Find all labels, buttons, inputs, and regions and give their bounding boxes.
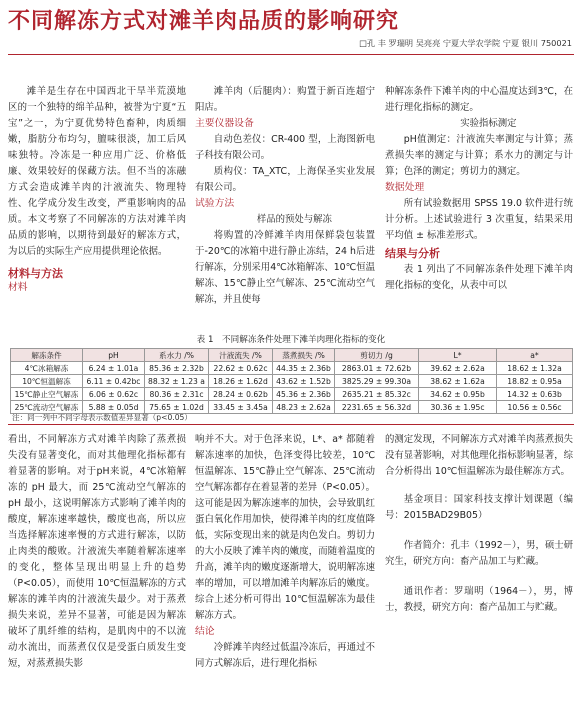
table-cell: 2863.01 ± 72.62b	[335, 362, 419, 375]
table-cell: 6.11 ± 0.42bc	[83, 375, 145, 388]
table-header-cell: 系水力 /%	[145, 349, 209, 362]
table-cell: 2635.21 ± 85.32c	[335, 388, 419, 401]
table-cell: 38.62 ± 1.62a	[419, 375, 497, 388]
intro-paragraph: 滩羊是生存在中国西北干旱半荒漠地区的一个独特的绵羊品种，被誉为宁夏“五宝”之一，为宁夏优势特色畜种，肉质细嫩，脂肪分布均匀，膻味很淡，加工后风味独特。冷冻是一种应用广泛、价格低廉、效果较好的保藏方法。但不当的冻融方式会造成滩羊肉的汁液流失、物理特性、化学成分发生改变，严重影响肉的品质。本文考察了不同解冻的方法对滩羊肉品质的影响，以期待到最好的解冻方式，为以后的实际生产应用提供理论依据。	[8, 86, 186, 257]
lower-column-3	[385, 432, 573, 616]
equipment-texture: 质构仪：TA_XTC，上海保圣实业发展有限公司。	[195, 166, 375, 193]
table-cell: 48.23 ± 2.62a	[273, 401, 335, 414]
results-paragraph: 表 1 列出了不同解冻条件处理下滩羊肉理化指标的变化，从表中可以	[385, 264, 573, 291]
table-note: 注：同一列中不同字母表示数值差异显著（p<0.05）	[12, 413, 192, 422]
table-header-cell: 剪切力 /g	[335, 349, 419, 362]
table-cell: 28.24 ± 0.62b	[209, 388, 273, 401]
subsection-method: 试验方法	[195, 198, 235, 209]
subsection-materials: 材料	[8, 282, 28, 293]
table-cell: 10.56 ± 0.56c	[497, 401, 573, 414]
index-heading: 实验指标测定	[460, 118, 517, 129]
section-results-heading: 结果与分析	[385, 247, 440, 260]
author-bio: 作者简介：孔丰（1992－），男，硕士研究生，研究方向：畜产品加工与贮藏。	[385, 540, 573, 567]
table-cell: 80.36 ± 2.31c	[145, 388, 209, 401]
table-header-cell: 蒸煮损失 /%	[273, 349, 335, 362]
lower-column-2	[195, 432, 375, 672]
table-cell: 88.32 ± 1.23 a	[145, 375, 209, 388]
table-caption: 表 1 不同解冻条件处理下滩羊肉理化指标的变化	[196, 335, 386, 345]
subsection-data: 数据处理	[385, 182, 425, 193]
conclusion-continued: 的测定发现，不同解冻方式对滩羊肉蒸煮损失没有显著影响，对其他理化指标影响显著，综合分析得出 10℃恒温解冻为最佳解冻方式。	[385, 434, 573, 477]
table-cell: 18.82 ± 0.95a	[497, 375, 573, 388]
table-cell: 85.36 ± 2.32b	[145, 362, 209, 375]
column-2	[195, 84, 375, 308]
subsection-equipment: 主要仪器设备	[195, 118, 254, 129]
table-cell: 34.62 ± 0.95b	[419, 388, 497, 401]
table-cell: 15℃静止空气解冻	[11, 388, 83, 401]
table-cell: 33.45 ± 3.45a	[209, 401, 273, 414]
table-cell: 6.24 ± 1.01a	[83, 362, 145, 375]
table-cell: 18.26 ± 1.62d	[209, 375, 273, 388]
table-header-cell: pH	[83, 349, 145, 362]
method-continued: 种解冻条件下滩羊肉的中心温度达到3℃，在进行理化指标的测定。	[385, 86, 573, 113]
prep-heading: 样品的预处与解冻	[256, 214, 332, 225]
table-row	[11, 388, 573, 401]
table-cell: 25℃流动空气解冻	[11, 401, 83, 414]
table-cell: 43.62 ± 1.52b	[273, 375, 335, 388]
equipment-colorimeter: 自动色差仪：CR-400 型，上海图新电子科技有限公司。	[195, 134, 375, 161]
table-cell: 6.06 ± 0.62c	[83, 388, 145, 401]
table-cell: 10℃恒温解冻	[11, 375, 83, 388]
index-paragraph: pH值测定：汁液流失率测定与计算；蒸煮损失率的测定与计算；系水力的测定与计算；色泽的测定；剪切力的测定。	[385, 134, 573, 177]
table-cell: 14.32 ± 0.63b	[497, 388, 573, 401]
funding-note: 基金项目：国家科技支撑计划课题（编号：2015BAD29B05）	[385, 494, 573, 521]
prep-paragraph: 将购置的冷鲜滩羊肉用保鲜袋包装置于-20℃的冰箱中进行静止冻结，24 h后进行解冻，分别采用4℃冰箱解冻、10℃恒温解冻、15℃静止空气解冻、25℃流动空气解冻，并且使每	[195, 230, 375, 305]
table-cell: 44.35 ± 2.36b	[273, 362, 335, 375]
title-rule	[8, 54, 574, 55]
table-rule	[8, 424, 574, 425]
table-cell: 5.88 ± 0.05d	[83, 401, 145, 414]
table-row	[11, 362, 573, 375]
data-paragraph: 所有试验数据用 SPSS 19.0 软件进行统计分析。上述试验进行 3 次重复，结果采用平均值 ± 标准差形式。	[385, 198, 573, 241]
table-cell: 39.62 ± 2.62a	[419, 362, 497, 375]
table-cell: 4℃冰箱解冻	[11, 362, 83, 375]
section-methods-heading: 材料与方法	[8, 267, 63, 280]
discussion-paragraph: 看出，不同解冻方式对滩羊肉除了蒸煮损失没有显著变化，而对其他理化指标都有着显著的影响。对于pH来说，4℃冰箱解冻的 pH 最大，而 25℃流动空气解冻的 pH 最小，这说明解冻方式影响了滩羊肉的酸度，解冻速率越快，酸度也高，所以应当选择解冻速率慢的方式进行解冻，以防止肉类的酸败。汁液流失率随着解冻速率的变化，整体呈现出明显上升的趋势（P<0.05），而使用 10℃恒温解冻的方式解冻的滩羊肉的汁液流失最少。对于蒸煮损失来说，差异不显著，可能是因为解冻破坏了肌纤维的结构，是肌肉中的不以流动水流出，而蒸煮仅仅是受蛋白质发生变短，对蒸煮损失影	[8, 434, 186, 669]
materials-paragraph: 滩羊肉（后腿肉）：购置于新百连超宁阳店。	[195, 86, 375, 113]
table-cell: 2231.65 ± 56.32d	[335, 401, 419, 414]
section-conclusion-heading: 结论	[195, 626, 215, 637]
discussion-continued: 响并不大。对于色泽来说，L*、a* 都随着解冻速率的加快，色泽变得比较差，10℃恒温解冻、15℃静止空气解冻、25℃流动空气解冻都存在着显著的差异（P<0.05）。这可能是因为解冻速率的加快，会导致肌红蛋白氧化作用加快，使得滩羊肉的红度值降低，实际变现出来的就是肉色发白。剪切力的大小反映了滩羊肉的嫩度，而随着温度的升高，滩羊肉的嫩度逐渐增大，说明解冻速率的增加，可以增加滩羊肉解冻后的嫩度。综合上述分析可得出 10℃恒温解冻为最佳解冻方式。	[195, 434, 375, 621]
table-cell: 30.36 ± 1.95c	[419, 401, 497, 414]
author-line: □孔 丰 罗瑞明 吴亮亮 宁夏大学农学院 宁夏 银川 750021	[359, 38, 572, 48]
table-cell: 3825.29 ± 99.30a	[335, 375, 419, 388]
table-cell: 18.62 ± 1.32a	[497, 362, 573, 375]
conclusion-paragraph: 冷鲜滩羊肉经过低温冷冻后，再通过不同方式解冻后，进行理化指标	[195, 642, 375, 669]
table-cell: 75.65 ± 1.02d	[145, 401, 209, 414]
column-3	[385, 84, 573, 294]
table-header-cell: 解冻条件	[11, 349, 83, 362]
results-table	[10, 348, 573, 414]
table-header-row	[11, 349, 573, 362]
table-header-cell: 汁液流失 /%	[209, 349, 273, 362]
table-header-cell: a*	[497, 349, 573, 362]
article-title: 不同解冻方式对滩羊肉品质的影响研究	[8, 9, 400, 34]
table-header-cell: L*	[419, 349, 497, 362]
corresponding-author-bio: 通讯作者：罗瑞明（1964－），男，博士，教授，研究方向：畜产品加工与贮藏。	[385, 586, 573, 613]
column-1	[8, 84, 186, 296]
table-cell: 45.36 ± 2.36b	[273, 388, 335, 401]
lower-column-1	[8, 432, 186, 672]
table-cell: 22.62 ± 0.62c	[209, 362, 273, 375]
table-row	[11, 375, 573, 388]
